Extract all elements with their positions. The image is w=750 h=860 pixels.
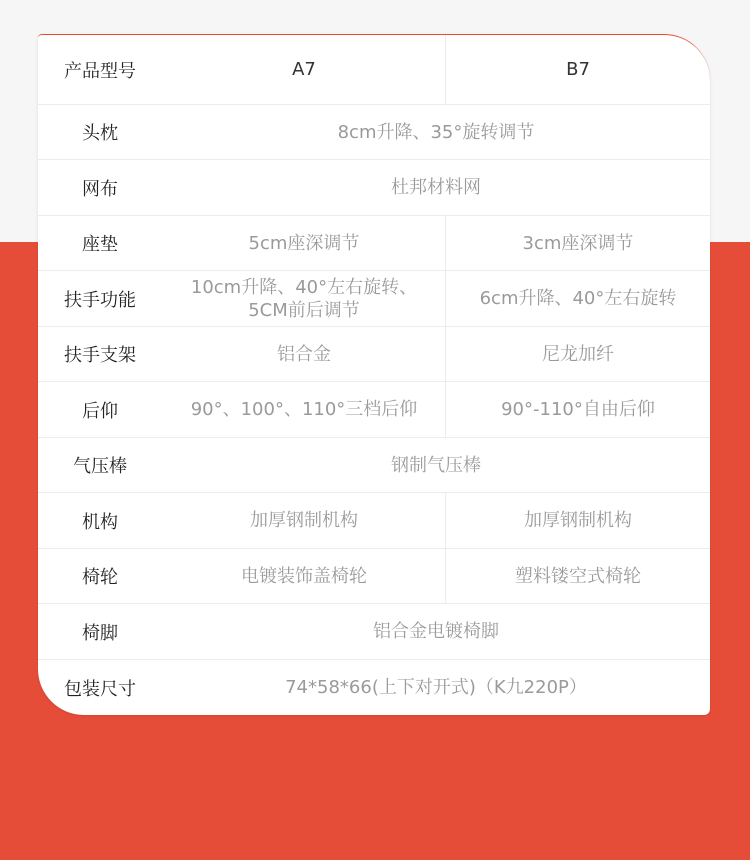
row-armrest-bracket xyxy=(38,327,710,382)
row-label: 后仰 xyxy=(82,400,118,422)
model-b-value: 6cm升降、40°左右旋转 xyxy=(479,288,677,309)
model-b-header: B7 xyxy=(566,59,590,80)
table-header-row xyxy=(38,35,710,105)
row-label: 机构 xyxy=(82,511,118,533)
shared-value: 钢制气压棒 xyxy=(391,454,481,476)
row-label: 扶手支架 xyxy=(64,345,136,366)
model-a-value: 铝合金 xyxy=(277,343,331,365)
row-label: 气压棒 xyxy=(73,456,127,477)
row-package-size xyxy=(38,660,710,715)
shared-value: 铝合金电镀椅脚 xyxy=(373,621,499,642)
model-a-value: 加厚钢制机构 xyxy=(250,510,358,531)
row-mesh xyxy=(38,160,710,216)
row-label: 座垫 xyxy=(82,234,118,255)
model-b-value: 加厚钢制机构 xyxy=(524,510,632,531)
model-a-value: 5cm座深调节 xyxy=(248,232,360,254)
model-b-value: 90°-110°自由后仰 xyxy=(501,399,655,420)
row-casters xyxy=(38,549,710,604)
row-label: 椅脚 xyxy=(82,622,118,644)
model-b-value: 3cm座深调节 xyxy=(522,232,634,254)
row-label: 包装尺寸 xyxy=(64,678,136,700)
row-armrest-function xyxy=(38,271,710,327)
model-a-value: 电镀装饰盖椅轮 xyxy=(241,565,367,587)
spec-table-card xyxy=(38,34,710,715)
row-recline xyxy=(38,382,710,438)
model-a-value: 90°、100°、110°三档后仰 xyxy=(190,399,418,420)
row-label: 扶手功能 xyxy=(64,289,136,311)
shared-value: 74*58*66(上下对开式)（K九220P） xyxy=(285,677,587,698)
model-b-value: 尼龙加纤 xyxy=(542,343,614,365)
model-b-value: 塑料镂空式椅轮 xyxy=(515,565,641,587)
row-headrest xyxy=(38,105,710,160)
model-a-header: A7 xyxy=(292,59,316,80)
row-label: 产品型号 xyxy=(64,60,136,82)
row-seat xyxy=(38,216,710,271)
shared-value: 8cm升降、35°旋转调节 xyxy=(337,121,535,143)
row-mechanism xyxy=(38,493,710,549)
row-gas-lift xyxy=(38,438,710,493)
row-label: 网布 xyxy=(82,178,118,200)
model-a-value: 10cm升降、40°左右旋转、 5CM前后调节 xyxy=(190,276,418,321)
row-label: 椅轮 xyxy=(82,567,118,588)
row-base xyxy=(38,604,710,660)
row-label: 头枕 xyxy=(82,123,118,144)
shared-value: 杜邦材料网 xyxy=(391,177,481,198)
